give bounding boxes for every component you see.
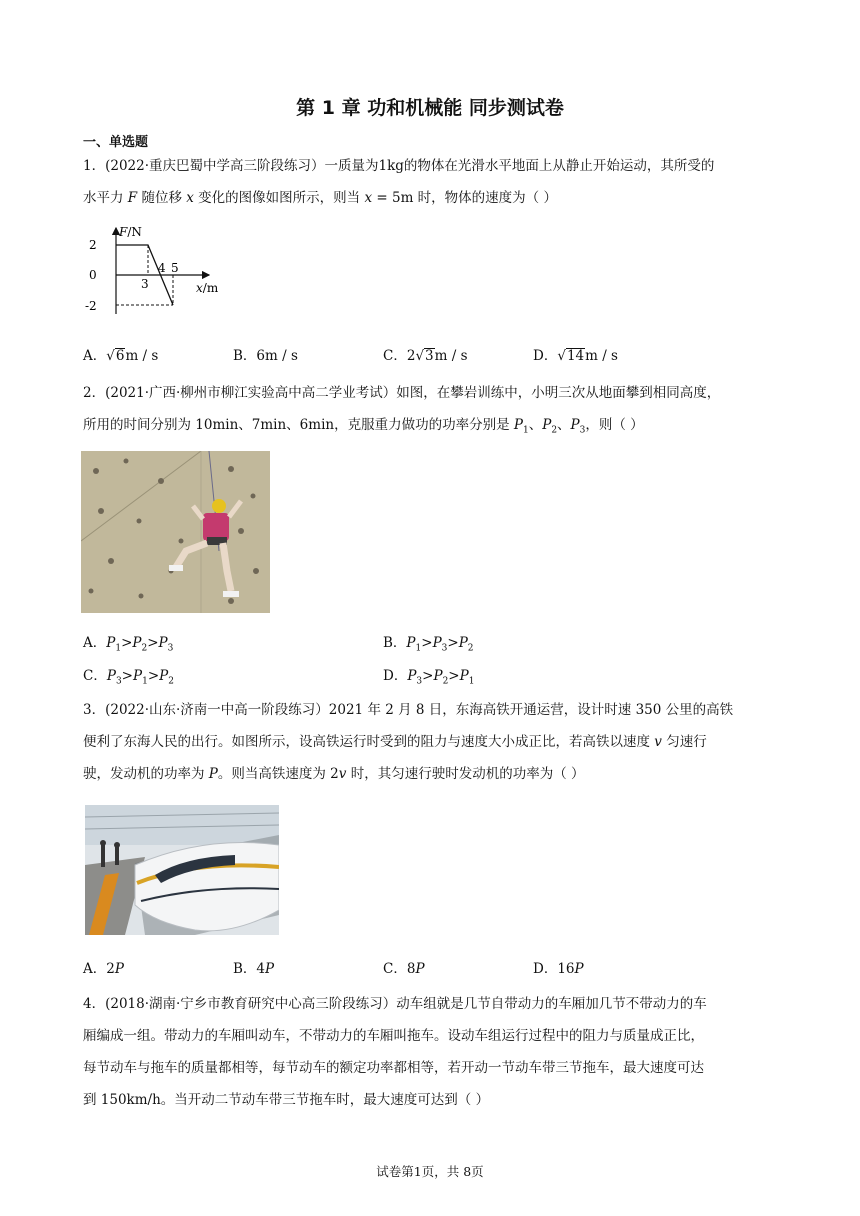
q2-line-2: 所用的时间分别为 10min、7min、6min，克服重力做功的功率分别是 $P_1$、$P_2$、$P_3$，则（ ） xyxy=(83,417,644,436)
y-tick-neg2: -2 xyxy=(85,299,97,313)
q4-line-2: 厢编成一组。带动力的车厢叫动车，不带动力的车厢叫拖车。设动车组运行过程中的阻力与质量成正比， xyxy=(83,1028,704,1044)
q3-line-2: 便利了东海人民的出行。如图所示，设高铁运行时受到的阻力与速度大小成正比，若高铁以速度 v 匀速行 xyxy=(83,734,707,750)
q3-option-d[interactable]: D．16P xyxy=(533,961,584,977)
q2-option-c[interactable]: C．$P_3>P_1>P_2$ xyxy=(83,668,174,687)
q3-option-a[interactable]: A．2P xyxy=(83,961,124,977)
q1-line-2: 水平力 F 随位移 x 变化的图像如图所示，则当 x = 5m 时，物体的速度为（ ） xyxy=(83,190,557,206)
q3-option-c[interactable]: C．8P xyxy=(383,961,425,977)
q1-options xyxy=(83,344,783,368)
question-1 xyxy=(83,150,783,214)
q2-options-row-1 xyxy=(83,631,783,655)
page-title: 第 1 章 功和机械能 同步测试卷 xyxy=(296,97,564,119)
x-tick-4: 4 xyxy=(158,261,166,275)
q1-option-d[interactable]: D．√14m / s xyxy=(533,348,618,364)
q1-option-a[interactable]: A．√6m / s xyxy=(83,348,159,364)
y-tick-2: 2 xyxy=(89,238,97,252)
x-tick-5: 5 xyxy=(171,261,179,275)
q2-option-a[interactable]: A．$P_1>P_2>P_3$ xyxy=(83,635,174,654)
q1-option-c[interactable]: C．2√3m / s xyxy=(383,348,468,364)
question-4 xyxy=(83,988,783,1116)
y-tick-0: 0 xyxy=(89,268,97,282)
high-speed-train-photo xyxy=(85,805,279,935)
q4-line-3: 每节动车与拖车的质量都相等，每节动车的额定功率都相等，若开动一节动车带三节拖车，最大速度可达 xyxy=(83,1060,704,1076)
x-tick-3: 3 xyxy=(141,277,149,291)
q3-options xyxy=(83,957,783,981)
question-2 xyxy=(83,377,783,447)
q4-line-1: 4．(2018·湖南·宁乡市教育研究中心高三阶段练习）动车组就是几节自带动力的车厢加几节不带动力的车 xyxy=(83,996,707,1012)
rock-climbing-photo xyxy=(81,451,270,613)
q3-line-1: 3．(2022·山东·济南一中高一阶段练习）2021 年 2 月 8 日，东海高铁开通运营，设计时速 350 公里的高铁 xyxy=(83,702,734,718)
q2-option-b[interactable]: B．$P_1>P_3>P_2$ xyxy=(383,635,474,654)
section-heading: 一、单选题 xyxy=(83,135,149,150)
page-footer: 试卷第1页，共 8页 xyxy=(376,1164,484,1179)
q4-line-4: 到 150km/h。当开动二节动车带三节拖车时，最大速度可达到（ ） xyxy=(83,1092,490,1108)
force-displacement-graph xyxy=(83,222,233,326)
q3-line-3: 驶，发动机的功率为 P。则当高铁速度为 2v 时，其匀速行驶时发动机的功率为（ ） xyxy=(83,766,585,782)
question-3 xyxy=(83,694,783,790)
q2-line-1: 2．(2021·广西·柳州市柳江实验高中高二学业考试）如图，在攀岩训练中，小明三次从地面攀到相同高度， xyxy=(83,385,721,401)
q3-option-b[interactable]: B．4P xyxy=(233,961,275,977)
q2-option-d[interactable]: D．$P_3>P_2>P_1$ xyxy=(383,668,475,687)
graph-y-label: F/N xyxy=(119,225,142,239)
graph-x-label: x/m xyxy=(196,281,219,295)
q1-option-b[interactable]: B．6m / s xyxy=(233,348,298,364)
q1-line-1: 1．(2022·重庆巴蜀中学高三阶段练习）一质量为1kg的物体在光滑水平地面上从静止开始运动，其所受的 xyxy=(83,158,715,174)
q2-options-row-2 xyxy=(83,664,783,688)
